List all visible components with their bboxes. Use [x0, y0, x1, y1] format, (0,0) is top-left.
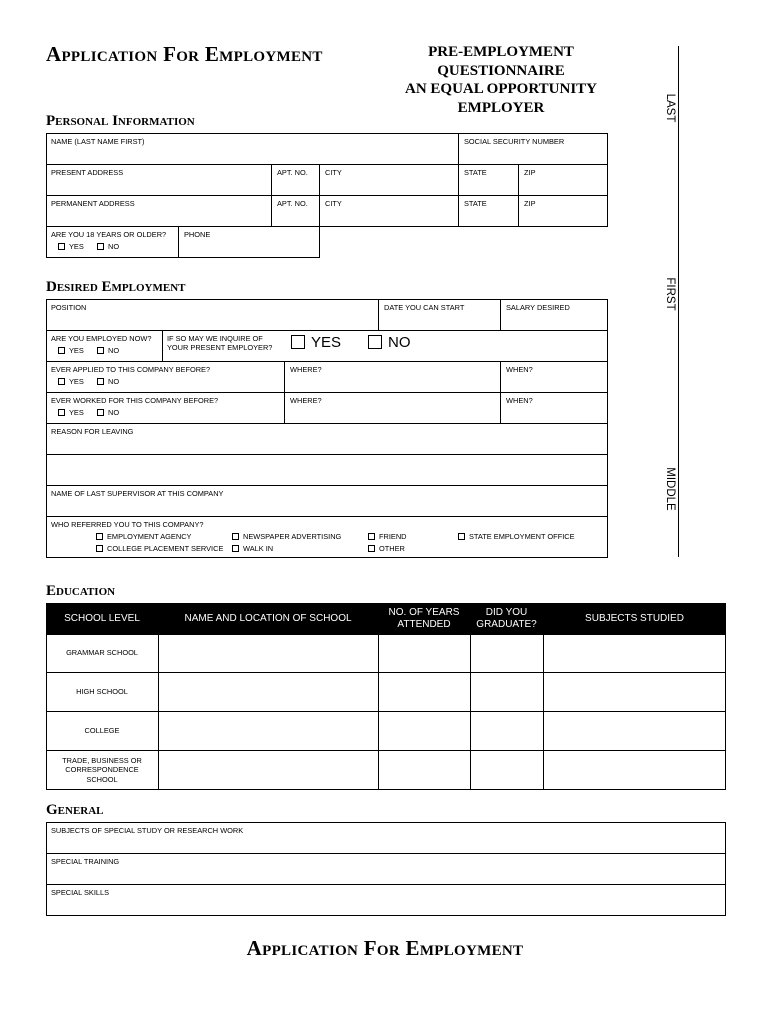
checkbox[interactable]	[291, 335, 305, 349]
divider	[458, 195, 459, 227]
supervisor-field[interactable]: NAME OF LAST SUPERVISOR AT THIS COMPANY	[51, 489, 224, 498]
inquire-question-line-2: YOUR PRESENT EMPLOYER?	[167, 343, 273, 352]
header-line: DID YOU	[485, 607, 528, 618]
document-title: Application For Employment	[46, 42, 323, 66]
referral-friend[interactable]	[368, 532, 407, 541]
worked-where-field[interactable]: WHERE?	[290, 396, 322, 405]
option-label: WALK IN	[243, 544, 274, 553]
header-graduate	[470, 603, 543, 635]
special-skills-field[interactable]: SPECIAL SKILLS	[51, 888, 110, 897]
divider	[378, 299, 379, 331]
pre-employment-line-4: EMPLOYER	[457, 99, 545, 116]
worked-when-field[interactable]: WHEN?	[506, 396, 533, 405]
row-label-line: SCHOOL	[86, 774, 118, 784]
referred-question: WHO REFERRED YOU TO THIS COMPANY?	[51, 520, 204, 529]
general-title: General	[46, 802, 104, 818]
referral-college-placement[interactable]	[96, 544, 223, 553]
special-study-field[interactable]: SUBJECTS OF SPECIAL STUDY OR RESEARCH WORK	[51, 826, 244, 835]
education-title: Education	[46, 583, 116, 599]
age-no-option[interactable]	[97, 242, 119, 251]
employed-now-question: ARE YOU EMPLOYED NOW?	[51, 334, 152, 343]
name-field[interactable]: NAME (LAST NAME FIRST)	[51, 137, 145, 146]
option-label: NEWSPAPER ADVERTISING	[243, 532, 342, 541]
option-label: YES	[69, 408, 84, 417]
divider	[518, 164, 519, 196]
header-line: NO. OF YEARS	[388, 607, 460, 618]
ssn-field[interactable]: SOCIAL SECURITY NUMBER	[464, 137, 565, 146]
permanent-state-field[interactable]: STATE	[464, 199, 487, 208]
applied-before-question: EVER APPLIED TO THIS COMPANY BEFORE?	[51, 365, 211, 374]
referral-employment-agency[interactable]	[96, 532, 191, 541]
checkbox[interactable]	[58, 243, 65, 250]
row-college: COLLEGE	[84, 725, 120, 735]
divider	[500, 392, 501, 424]
row-high-school: HIGH SCHOOL	[76, 686, 128, 696]
permanent-zip-field[interactable]: ZIP	[524, 199, 536, 208]
personal-information-title: Personal Information	[46, 113, 195, 129]
header-line: GRADUATE?	[476, 619, 537, 630]
option-label: FRIEND	[379, 532, 407, 541]
present-state-field[interactable]: STATE	[464, 168, 487, 177]
applied-no-option[interactable]	[97, 377, 119, 386]
reason-for-leaving-field[interactable]: REASON FOR LEAVING	[51, 427, 134, 436]
side-rule	[678, 46, 679, 557]
side-label-last: LAST	[664, 93, 676, 123]
footer-title: Application For Employment	[246, 936, 524, 960]
checkbox[interactable]	[97, 378, 104, 385]
divider	[500, 299, 501, 331]
checkbox[interactable]	[368, 335, 382, 349]
special-training-field[interactable]: SPECIAL TRAINING	[51, 857, 120, 866]
worked-no-option[interactable]	[97, 408, 119, 417]
row-grammar-school: GRAMMAR SCHOOL	[66, 648, 138, 658]
option-label: EMPLOYMENT AGENCY	[107, 532, 192, 541]
inquire-no-option[interactable]	[368, 334, 411, 352]
checkbox[interactable]	[97, 347, 104, 354]
row-trade-school	[46, 750, 158, 790]
employed-no-option[interactable]	[97, 346, 119, 355]
divider	[178, 226, 179, 258]
option-label: NO	[108, 242, 120, 251]
reason-continuation-field[interactable]	[46, 454, 608, 486]
divider	[284, 392, 285, 424]
option-label: YES	[311, 334, 342, 351]
option-label: OTHER	[379, 544, 405, 553]
present-zip-field[interactable]: ZIP	[524, 168, 536, 177]
age-question: ARE YOU 18 YEARS OR OLDER?	[51, 230, 167, 239]
row-label-line: TRADE, BUSINESS OR	[62, 755, 142, 765]
divider	[162, 330, 163, 362]
checkbox[interactable]	[458, 533, 465, 540]
option-label: NO	[108, 408, 120, 417]
checkbox[interactable]	[97, 409, 104, 416]
checkbox[interactable]	[232, 533, 239, 540]
salary-field[interactable]: SALARY DESIRED	[506, 303, 570, 312]
divider	[500, 361, 501, 393]
header-name-location: NAME AND LOCATION OF SCHOOL	[184, 613, 352, 624]
permanent-city-field[interactable]: CITY	[325, 199, 342, 208]
applied-when-field[interactable]: WHEN?	[506, 365, 533, 374]
option-label: COLLEGE PLACEMENT SERVICE	[107, 544, 224, 553]
referral-newspaper[interactable]	[232, 532, 341, 541]
inquire-yes-option[interactable]	[291, 334, 341, 352]
permanent-address-field[interactable]: PERMANENT ADDRESS	[51, 199, 135, 208]
option-label: YES	[69, 346, 84, 355]
divider	[271, 195, 272, 227]
pre-employment-line-2: QUESTIONNAIRE	[437, 62, 565, 79]
phone-field[interactable]: PHONE	[184, 230, 211, 239]
referral-state-office[interactable]	[458, 532, 575, 541]
worked-yes-option[interactable]	[58, 408, 84, 417]
referral-other[interactable]	[368, 544, 405, 553]
option-label: STATE EMPLOYMENT OFFICE	[469, 532, 575, 541]
pre-employment-line-1: PRE-EMPLOYMENT	[428, 44, 574, 60]
divider	[378, 634, 379, 790]
side-label-first: FIRST	[664, 277, 676, 311]
inquire-question-line-1: IF SO MAY WE INQUIRE OF	[167, 334, 263, 343]
row-label-line: CORRESPONDENCE	[65, 765, 139, 775]
divider	[470, 634, 471, 790]
checkbox[interactable]	[232, 545, 239, 552]
checkbox[interactable]	[368, 545, 375, 552]
divider	[319, 164, 320, 196]
divider	[284, 361, 285, 393]
present-address-field[interactable]: PRESENT ADDRESS	[51, 168, 124, 177]
special-training-row	[46, 853, 726, 885]
divider	[458, 164, 459, 196]
divider	[543, 634, 544, 790]
option-label: YES	[69, 242, 84, 251]
header-line: ATTENDED	[397, 619, 451, 630]
option-label: NO	[388, 334, 411, 351]
divider	[458, 133, 459, 165]
worked-before-question: EVER WORKED FOR THIS COMPANY BEFORE?	[51, 396, 219, 405]
applied-yes-option[interactable]	[58, 377, 84, 386]
age-yes-option[interactable]	[58, 242, 84, 251]
divider	[271, 164, 272, 196]
option-label: NO	[108, 377, 120, 386]
pre-employment-heading	[398, 43, 604, 117]
date-start-field[interactable]: DATE YOU CAN START	[384, 303, 465, 312]
header-school-level: SCHOOL LEVEL	[64, 613, 140, 624]
checkbox[interactable]	[58, 378, 65, 385]
employed-yes-option[interactable]	[58, 346, 84, 355]
divider	[158, 634, 159, 790]
special-skills-row	[46, 884, 726, 916]
option-label: NO	[108, 346, 120, 355]
header-subjects: SUBJECTS STUDIED	[585, 613, 684, 624]
checkbox[interactable]	[368, 533, 375, 540]
header-years-attended	[378, 603, 470, 635]
side-label-middle: MIDDLE	[664, 467, 676, 511]
applied-where-field[interactable]: WHERE?	[290, 365, 322, 374]
checkbox[interactable]	[58, 409, 65, 416]
checkbox[interactable]	[58, 347, 65, 354]
desired-employment-title: Desired Employment	[46, 279, 186, 295]
checkbox[interactable]	[96, 545, 103, 552]
position-field[interactable]: POSITION	[51, 303, 87, 312]
checkbox[interactable]	[97, 243, 104, 250]
permanent-apt-field[interactable]: APT. NO.	[277, 199, 308, 208]
present-city-field[interactable]: CITY	[325, 168, 342, 177]
checkbox[interactable]	[96, 533, 103, 540]
referral-walk-in[interactable]	[232, 544, 273, 553]
divider	[319, 195, 320, 227]
option-label: YES	[69, 377, 84, 386]
present-apt-field[interactable]: APT. NO.	[277, 168, 308, 177]
pre-employment-line-3: AN EQUAL OPPORTUNITY	[405, 81, 597, 97]
divider	[518, 195, 519, 227]
